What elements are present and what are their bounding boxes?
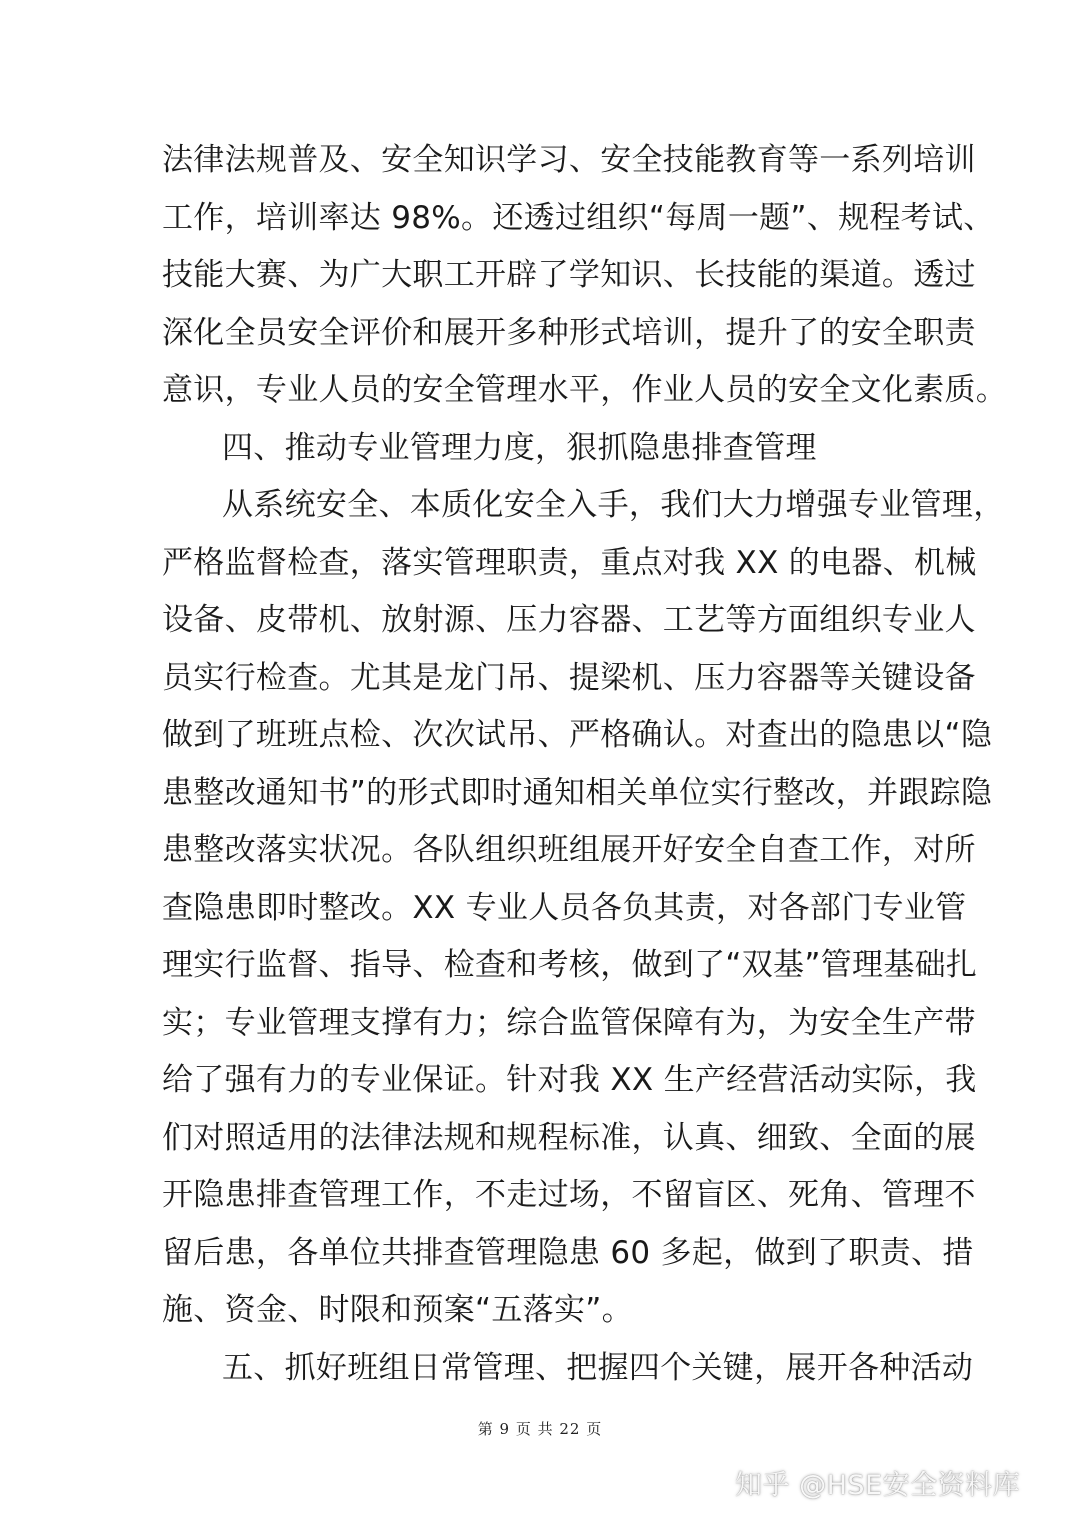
text-line: 法律法规普及、安全知识学习、安全技能教育等一系列培训 bbox=[162, 142, 976, 178]
text-line: 实；专业管理支撑有力；综合监管保障有为，为安全生产带 bbox=[162, 1004, 976, 1041]
text-line: 患整改落实状况。各队组织班组展开好安全自查工作，对所 bbox=[162, 832, 976, 868]
page-number-footer: 第 9 页 共 22 页 bbox=[477, 1420, 603, 1438]
text-line: 患整改通知书”的形式即时通知相关单位实行整改，并跟踪隐 bbox=[162, 774, 993, 811]
text-line: 设备、皮带机、放射源、压力容器、工艺等方面组织专业人 bbox=[162, 602, 976, 638]
text-line: 四、推动专业管理力度，狠抓隐患排查管理 bbox=[222, 429, 817, 466]
text-line: 技能大赛、为广大职工开辟了学知识、长技能的渠道。透过 bbox=[162, 257, 976, 293]
text-line: 施、资金、时限和预案“五落实”。 bbox=[162, 1292, 633, 1328]
text-line: 留后患，各单位共排查管理隐患 60 多起，做到了职责、措 bbox=[162, 1234, 974, 1271]
text-line: 员实行检查。尤其是龙门吊、提梁机、压力容器等关键设备 bbox=[162, 659, 976, 696]
text-line: 五、抓好班组日常管理、把握四个关键，展开各种活动 bbox=[222, 1349, 974, 1386]
text-line: 深化全员安全评价和展开多种形式培训，提升了的安全职责 bbox=[162, 314, 976, 351]
watermark: 知乎 @HSE安全资料库 bbox=[735, 1470, 1021, 1501]
text-line: 查隐患即时整改。XX 专业人员各负其责，对各部门专业管 bbox=[162, 889, 967, 926]
text-line: 理实行监督、指导、检查和考核，做到了“双基”管理基础扎 bbox=[162, 947, 978, 983]
text-line: 工作，培训率达 98%。还透过组织“每周一题”、规程考试、 bbox=[162, 199, 995, 236]
text-line: 意识，专业人员的安全管理水平，作业人员的安全文化素质。 bbox=[162, 372, 1008, 408]
text-line: 给了强有力的专业保证。针对我 XX 生产经营活动实际，我 bbox=[162, 1062, 977, 1098]
text-line: 从系统安全、本质化安全入手，我们大力增强专业管理， bbox=[222, 487, 1005, 523]
text-line: 们对照适用的法律法规和规程标准，认真、细致、全面的展 bbox=[162, 1119, 976, 1156]
text-line: 做到了班班点检、次次试吊、严格确认。对查出的隐患以“隐 bbox=[162, 717, 993, 753]
document-body bbox=[162, 132, 1008, 1397]
text-line: 开隐患排查管理工作，不走过场，不留盲区、死角、管理不 bbox=[162, 1177, 976, 1213]
text-line: 严格监督检查，落实管理职责，重点对我 XX 的电器、机械 bbox=[162, 544, 977, 581]
